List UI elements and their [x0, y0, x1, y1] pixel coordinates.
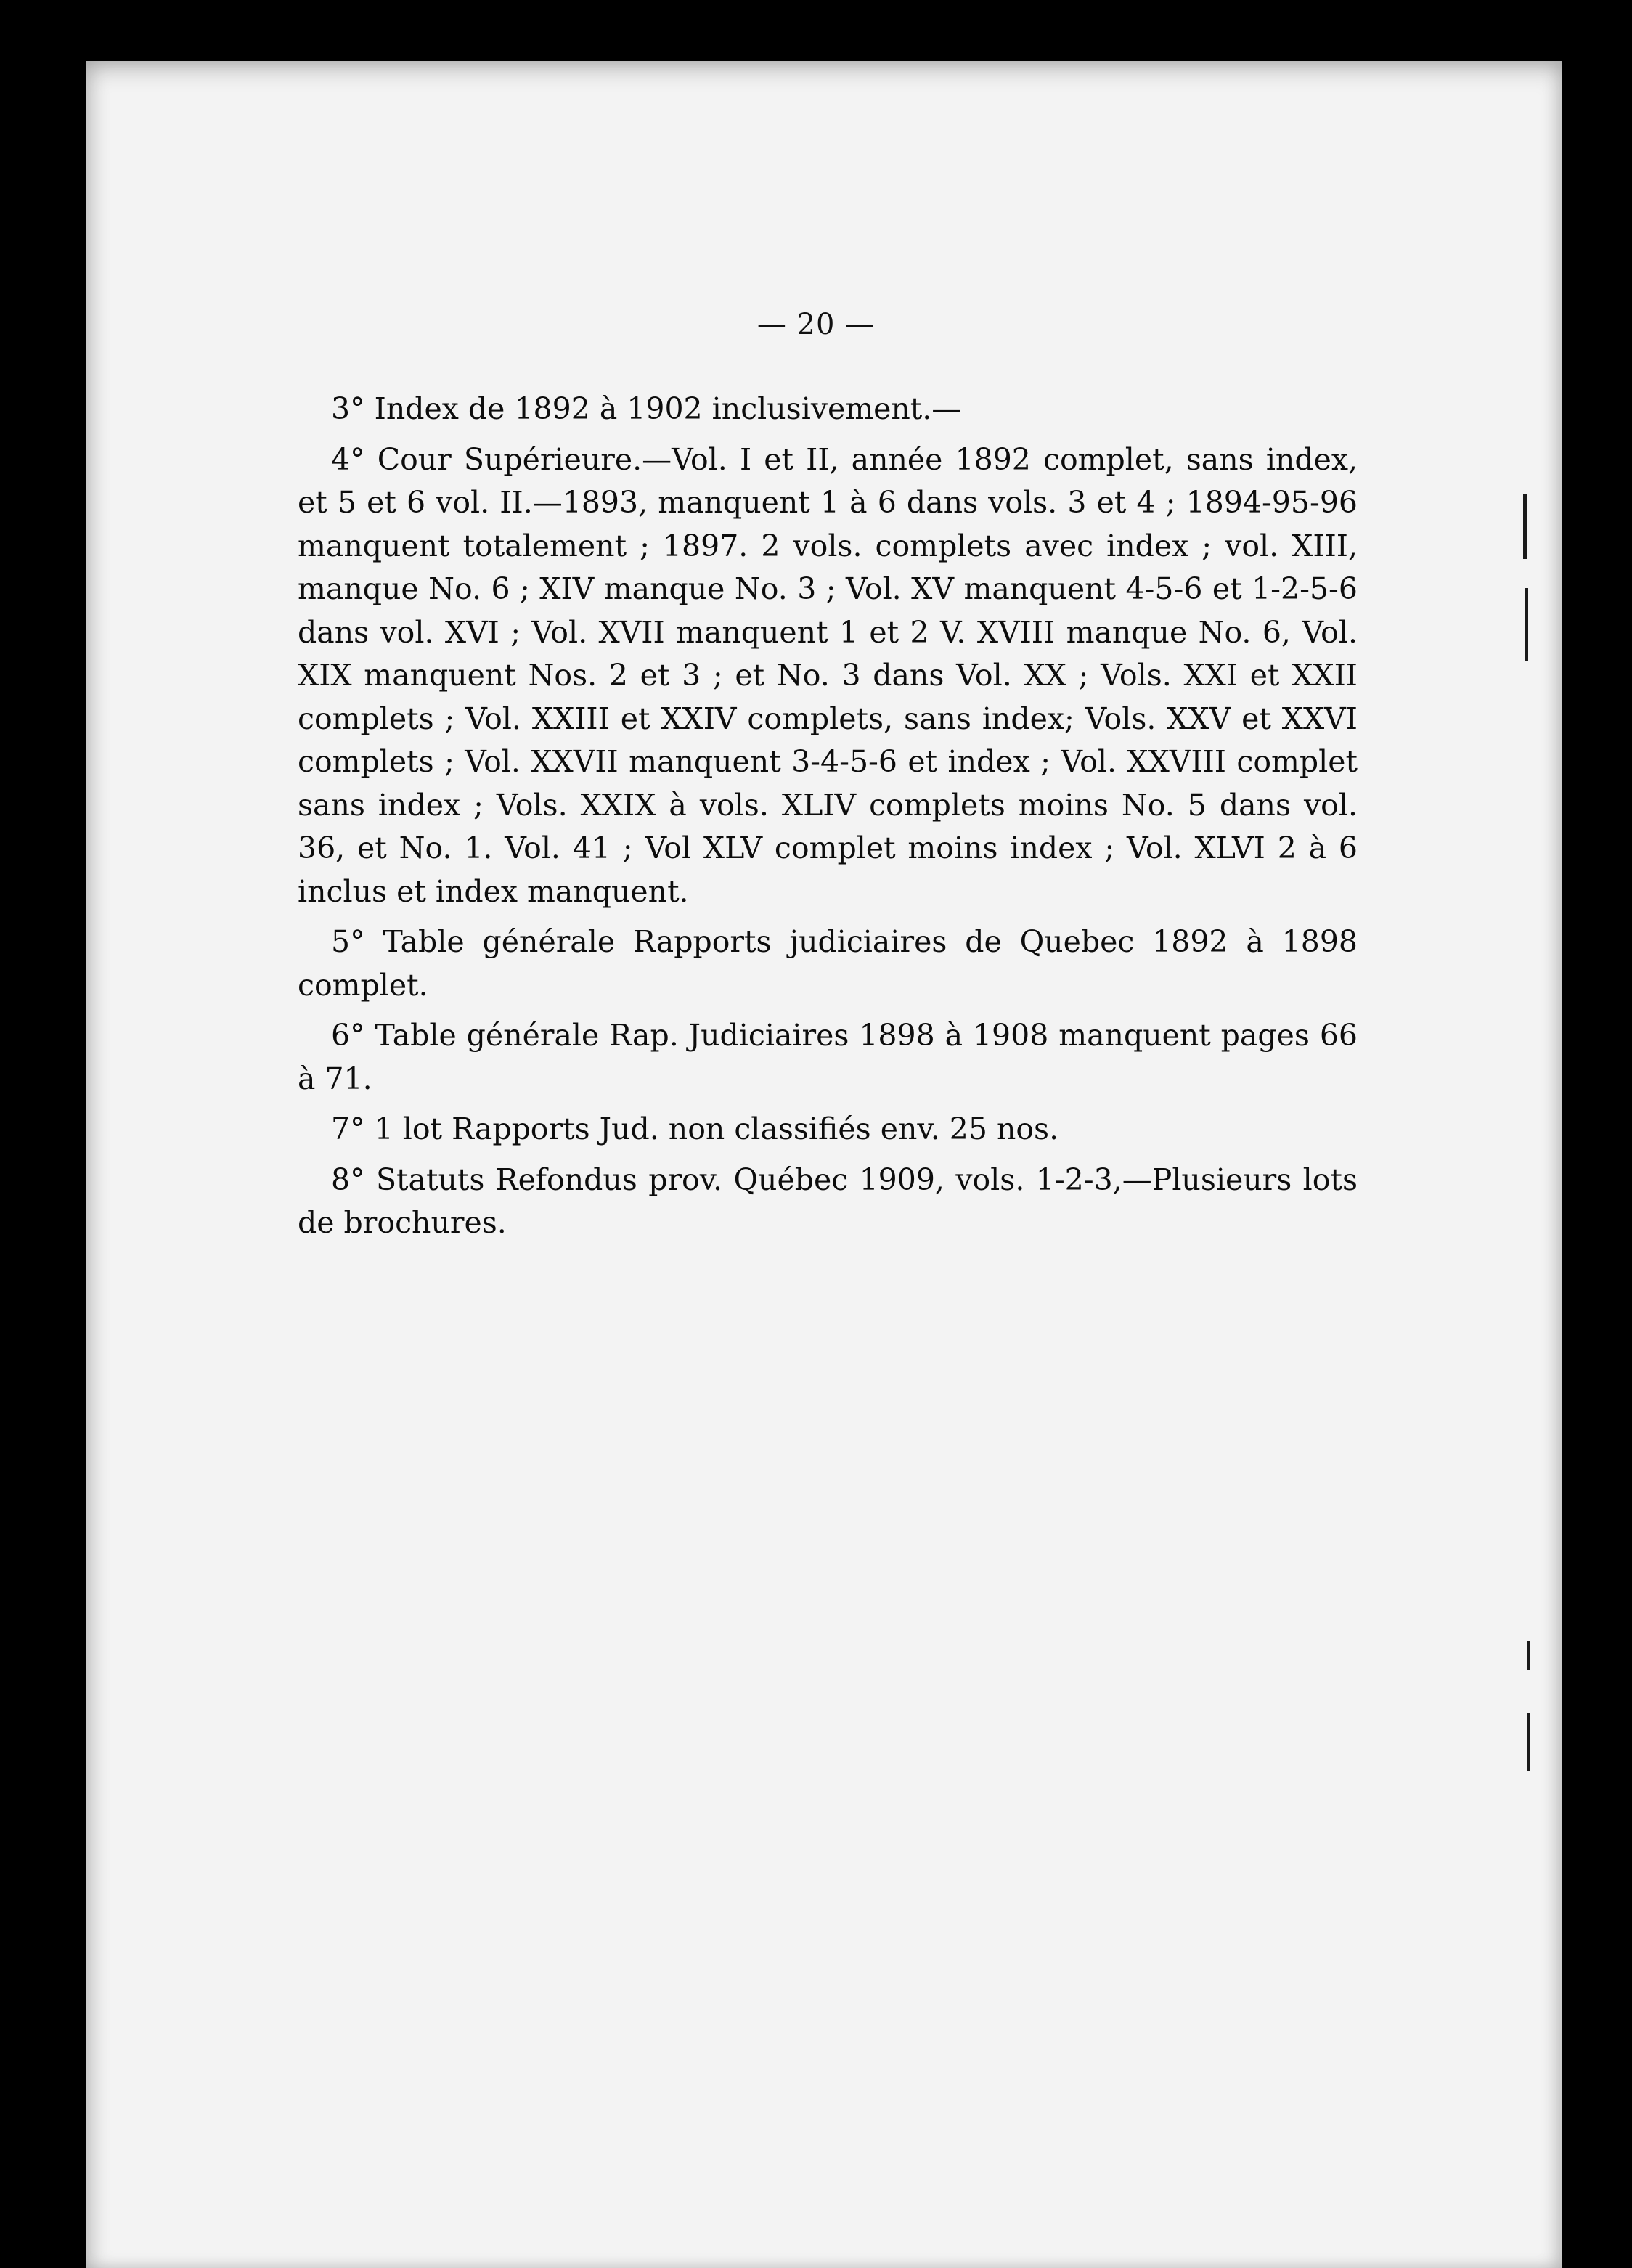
paragraph-number: 8° — [331, 1162, 365, 1197]
paragraph-text: Table générale Rapports judiciaires de Quebec 1892 à 1898 complet. — [298, 924, 1358, 1003]
paragraph-7 — [298, 1108, 1358, 1151]
scan-mark — [1527, 1641, 1530, 1670]
paragraph-4 — [298, 438, 1358, 914]
paragraph-number: 4° — [331, 441, 365, 477]
paragraph-number: 3° — [331, 391, 365, 426]
paragraph-3 — [298, 388, 1358, 431]
paragraph-text: 1 lot Rapports Jud. non classifiés env. 25 nos. — [374, 1111, 1059, 1146]
page-number: — 20 — — [756, 308, 876, 341]
paragraph-text: Cour Supérieure.—Vol. I et II, année 1892 complet, sans index, et 5 et 6 vol. II.—1893, manquent 1 à 6 dans vols. 3 et 4 ; 1894-95-96 manquent totalement ; 1897. 2 vols. complets avec index ; vol. XIII, manque No. 6 ; XIV manque No. 3 ; Vol. XV manquent 4-5-6 et 1-2-5-6 dans vol. XVI ; Vol. XVII manquent 1 et 2 V. XVIII manque No. 6, Vol. XIX manquent Nos. 2 et 3 ; et No. 3 dans Vol. XX ; Vols. XXI et XXII complets ; Vol. XXIII et XXIV complets, sans index; Vols. XXV et XXVI complets ; Vol. XXVII manquent 3-4-5-6 et index ; Vol. XXVIII complet sans index ; Vols. XXIX à vols. XLIV complets moins No. 5 dans vol. 36, et No. 1. Vol. 41 ; Vol XLV complet moins index ; Vol. XLVI 2 à 6 inclus et index manquent. — [298, 441, 1358, 909]
scan-mark — [1527, 1713, 1530, 1771]
body-text — [298, 388, 1358, 1252]
paragraph-number: 5° — [331, 924, 365, 959]
paragraph-text: Statuts Refondus prov. Québec 1909, vols. 1-2-3,—Plusieurs lots de brochures. — [298, 1162, 1358, 1240]
paragraph-6 — [298, 1014, 1358, 1101]
paragraph-text: Index de 1892 à 1902 inclusivement.— — [374, 391, 962, 426]
paragraph-number: 7° — [331, 1111, 365, 1146]
paragraph-number: 6° — [331, 1018, 365, 1053]
paragraph-8 — [298, 1159, 1358, 1245]
paragraph-5 — [298, 921, 1358, 1007]
scan-mark — [1523, 494, 1527, 559]
scan-mark — [1525, 588, 1528, 661]
paragraph-text: Table générale Rap. Judiciaires 1898 à 1908 manquent pages 66 à 71. — [298, 1018, 1358, 1096]
